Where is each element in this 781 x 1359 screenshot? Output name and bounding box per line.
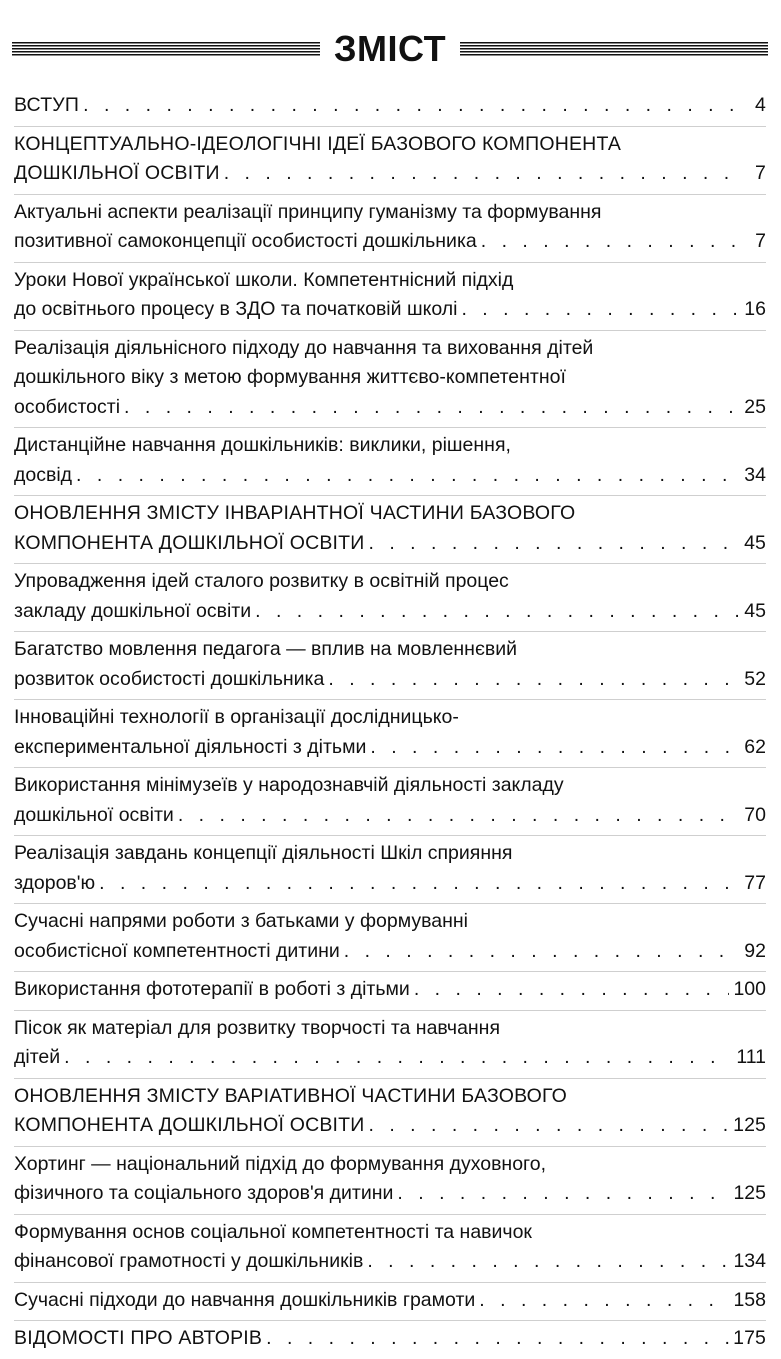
entry-title-line: фізичного та соціального здоров'я дитини [14,1182,394,1204]
entry-title-line: до освітнього процесу в ЗДО та початковій школі [14,298,458,320]
entry-final-row [14,597,766,627]
page-number: 125 [733,1182,766,1204]
page-number: 62 [744,735,766,758]
entry-title-line: Сучасні підходи до навчання дошкільників грамоти [14,1288,476,1311]
page-number: 100 [733,978,766,1000]
entry-final-row [14,461,766,491]
page-number: 52 [744,667,766,690]
entry-final-row [14,159,766,189]
toc-section-entry[interactable] [14,127,766,195]
entry-title-line: Інноваційні технології в організації дослідницько- [14,706,459,728]
entry-title-line: Дистанційне навчання дошкільників: виклики, рішення, [14,434,511,456]
page-number: 25 [744,395,766,418]
dot-leader [83,91,740,121]
entry-title-line: КОМПОНЕНТА ДОШКІЛЬНОЇ ОСВІТИ [14,1114,365,1136]
page-number: 77 [744,871,766,894]
entry-title-line: здоров'ю [14,871,96,894]
page-number: 7 [755,162,766,184]
page-number: 175 [733,1327,766,1349]
dot-leader [461,295,740,325]
dot-leader [369,529,741,559]
dot-leader [99,869,740,899]
entry-final-row [14,393,766,423]
toc-article-entry[interactable] [14,768,766,836]
toc-article-entry[interactable] [14,1283,766,1322]
dot-leader [344,937,740,967]
dot-leader [370,733,740,763]
dot-leader [76,461,740,491]
toc-article-entry[interactable] [14,564,766,632]
toc-article-entry[interactable] [14,700,766,768]
entry-title-line: Сучасні напрями роботи з батьками у формуванні [14,910,468,932]
entry-title-line: Актуальні аспекти реалізації принципу гуманізму та формування [14,200,602,223]
toc-article-entry[interactable] [14,195,766,263]
entry-final-row [14,975,766,1005]
entry-final-row [14,1043,766,1073]
entry-title-line: ВСТУП [14,94,80,116]
entry-title-line: Формування основ соціальної компетентності та навичок [14,1220,532,1243]
right-hatched-rule [460,42,768,57]
entry-final-row [14,91,766,121]
toc-article-entry[interactable] [14,331,766,429]
entry-title-line: Хортинг — національний підхід до формування духовного, [14,1152,546,1175]
page-number: 158 [733,1288,766,1311]
dot-leader [255,597,740,627]
entry-title-line: Багатство мовлення педагога — вплив на мовленнєвий [14,638,518,660]
toc-article-entry[interactable] [14,632,766,700]
entry-title-line: особистісної компетентності дитини [14,939,340,962]
toc-article-entry[interactable] [14,836,766,904]
left-hatched-rule [12,42,320,57]
entry-title-line: дошкільного віку з метою формування життєво-компетентної [14,366,566,388]
entry-title-line: Пісок як матеріал для розвитку творчості та навчання [14,1016,501,1039]
dot-leader [328,665,740,695]
entry-title-line: закладу дошкільної освіти [14,599,252,622]
entry-final-row [14,801,766,831]
entry-final-row [14,1324,766,1354]
toc-article-entry[interactable] [14,1147,766,1215]
title-band [12,22,768,76]
toc-section-entry[interactable] [14,496,766,564]
entry-title-line: ВІДОМОСТІ ПРО АВТОРІВ [14,1327,263,1349]
page-number: 70 [744,803,766,826]
dot-leader [64,1043,732,1073]
page-number: 125 [733,1114,766,1136]
dot-leader [414,975,730,1005]
dot-leader [367,1247,729,1277]
entry-final-row [14,529,766,559]
entry-title-line: розвиток особистості дошкільника [14,667,325,690]
entry-final-row [14,1111,766,1141]
page-number: 45 [744,599,766,622]
entry-title-line: дітей [14,1046,61,1068]
toc-article-entry[interactable] [14,263,766,331]
dot-leader [479,1286,729,1316]
page-number: 7 [755,230,766,252]
entry-final-row [14,665,766,695]
entry-title-line: КОМПОНЕНТА ДОШКІЛЬНОЇ ОСВІТИ [14,531,365,554]
page-number: 16 [744,298,766,320]
dot-leader [481,227,740,257]
entry-title-line: Використання мінімузеїв у народознавчій діяльності закладу [14,774,564,796]
entry-final-row [14,1179,766,1209]
toc-article-entry[interactable] [14,1011,766,1079]
entry-title-line: ДОШКІЛЬНОЇ ОСВІТИ [14,162,220,184]
entry-title-line: Реалізація завдань концепції діяльності Шкіл сприяння [14,842,513,864]
entry-title-line: Використання фототерапії в роботі з дітьми [14,978,410,1000]
entry-final-row [14,227,766,257]
page-number: 34 [744,463,766,486]
entry-title-line: фінансової грамотності у дошкільників [14,1250,364,1272]
entry-title-line: Упровадження ідей сталого розвитку в освітній процес [14,570,509,592]
toc-section-entry[interactable] [14,1079,766,1147]
entry-final-row [14,1286,766,1316]
page-number: 4 [755,94,766,116]
dot-leader [397,1179,729,1209]
toc-article-entry[interactable] [14,904,766,972]
table-of-contents [14,88,766,1359]
toc-section-entry[interactable] [14,1321,766,1359]
page-number: 45 [744,531,766,554]
toc-article-entry[interactable] [14,972,766,1011]
entry-title-line: позитивної самоконцепції особистості дошкільника [14,230,477,252]
page-number: 92 [744,939,766,962]
entry-final-row [14,937,766,967]
toc-section-entry[interactable] [14,88,766,127]
entry-title-line: досвід [14,463,73,486]
entry-title-line: Уроки Нової української школи. Компетентнісний підхід [14,268,514,291]
entry-title-line: КОНЦЕПТУАЛЬНО-ІДЕОЛОГІЧНІ ІДЕЇ БАЗОВОГО КОМПОНЕНТА [14,132,622,155]
toc-article-entry[interactable] [14,1215,766,1283]
entry-title-line: дошкільної освіти [14,803,174,826]
entry-final-row [14,1247,766,1277]
dot-leader [369,1111,730,1141]
entry-title-line: ОНОВЛЕННЯ ЗМІСТУ ВАРІАТИВНОЇ ЧАСТИНИ БАЗОВОГО [14,1084,568,1107]
page-number: 134 [733,1250,766,1272]
dot-leader [124,393,740,423]
dot-leader [178,801,740,831]
entry-final-row [14,295,766,325]
page-number: 111 [736,1046,766,1068]
entry-title-line: експериментальної діяльності з дітьми [14,735,367,758]
dot-leader [266,1324,729,1354]
entry-final-row [14,869,766,899]
dot-leader [224,159,740,189]
entry-title-line: Реалізація діяльнісного підходу до навчання та виховання дітей [14,336,594,359]
entry-final-row [14,733,766,763]
entry-title-line: ОНОВЛЕННЯ ЗМІСТУ ІНВАРІАНТНОЇ ЧАСТИНИ БАЗОВОГО [14,502,576,524]
toc-article-entry[interactable] [14,428,766,496]
entry-title-line: особистості [14,395,121,418]
page-title: ЗМІСТ [333,28,447,69]
